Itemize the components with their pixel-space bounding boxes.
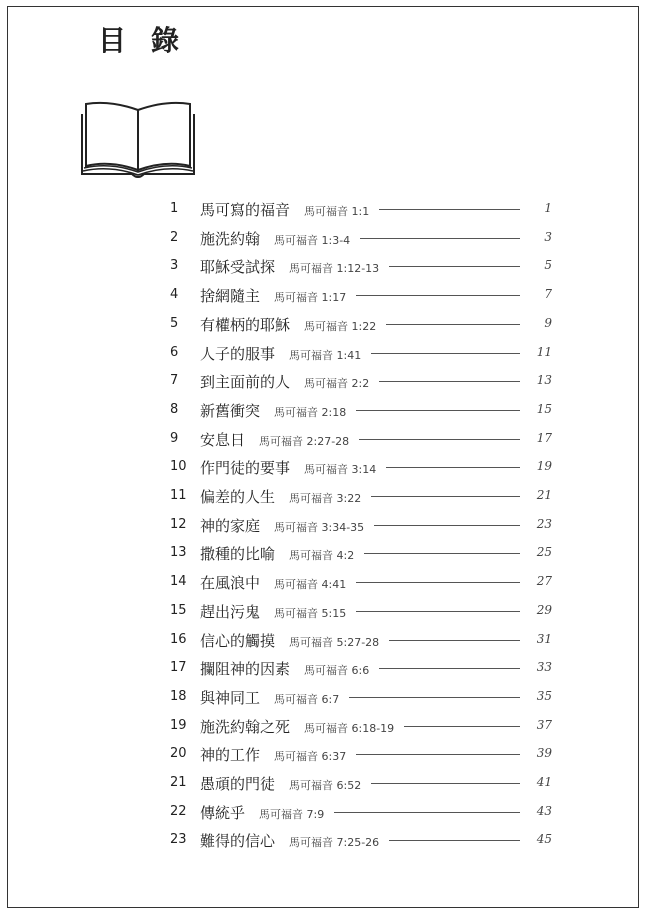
toc-entry-page: 45 [536, 832, 552, 847]
heading-char-2: 錄 [151, 24, 180, 57]
toc-entry-page: 15 [536, 401, 552, 416]
toc-entry[interactable] [0, 316, 648, 342]
toc-leader-line [356, 611, 520, 612]
toc-entry-title-group [200, 343, 361, 364]
toc-leader-line [364, 553, 520, 554]
toc-entry-reference: 馬可福音 1:12-13 [289, 262, 380, 276]
toc-entry-reference: 馬可福音 1:22 [304, 319, 377, 333]
toc-entry-title-group [200, 543, 354, 564]
toc-entry-number: 23 [170, 832, 187, 848]
toc-entry-number: 4 [170, 287, 179, 303]
toc-entry-page: 37 [536, 717, 552, 732]
toc-entry-reference: 馬可福音 6:6 [304, 664, 370, 678]
toc-leader-line [356, 754, 520, 755]
open-book-icon [80, 100, 196, 180]
toc-entry-title-group [200, 285, 346, 306]
toc-entry-title-group [200, 601, 346, 622]
toc-entry-reference: 馬可福音 6:18-19 [304, 721, 395, 735]
toc-entry-title-group [200, 687, 339, 708]
toc-entry-title: 傳統乎 [200, 803, 246, 822]
toc-entry-reference: 馬可福音 2:27-28 [259, 434, 350, 448]
toc-entry-title-group [200, 457, 376, 478]
toc-entry-page: 21 [536, 488, 552, 502]
toc-entry-reference: 馬可福音 7:25-26 [289, 836, 380, 850]
toc-leader-line [356, 582, 520, 583]
toc-entry-title: 新舊衝突 [200, 401, 261, 420]
toc-entry-number: 9 [170, 430, 179, 446]
toc-entry-number: 6 [170, 344, 179, 360]
toc-entry[interactable] [0, 287, 648, 313]
toc-entry-reference: 馬可福音 5:15 [274, 606, 347, 620]
toc-entry[interactable] [0, 832, 648, 858]
toc-entry-page: 13 [536, 373, 552, 388]
toc-entry[interactable] [0, 660, 648, 686]
toc-entry-number: 20 [170, 746, 187, 762]
toc-entry[interactable] [0, 230, 648, 256]
toc-entry[interactable] [0, 459, 648, 485]
toc-entry-title-group [200, 400, 346, 421]
toc-entry-number: 3 [170, 258, 179, 274]
toc-entry[interactable] [0, 431, 648, 457]
toc-entry-title-group [200, 773, 361, 794]
toc-leader-line [386, 324, 520, 325]
toc-entry[interactable] [0, 345, 648, 371]
toc-entry-title-group [200, 630, 379, 651]
toc-entry-page: 25 [536, 545, 552, 560]
toc-entry[interactable] [0, 746, 648, 772]
toc-entry-reference: 馬可福音 3:14 [304, 463, 377, 477]
toc-entry-title: 神的工作 [200, 746, 261, 765]
toc-entry-reference: 馬可福音 3:22 [289, 492, 362, 505]
toc-entry-title: 到主面前的人 [200, 373, 291, 392]
toc-entry[interactable] [0, 402, 648, 428]
toc-entry-reference: 馬可福音 2:2 [304, 377, 370, 391]
toc-leader-line [389, 266, 520, 267]
toc-entry-page: 31 [536, 631, 552, 646]
toc-entry-reference: 馬可福音 7:9 [259, 807, 325, 821]
toc-entry[interactable] [0, 775, 648, 801]
toc-leader-line [356, 410, 520, 411]
toc-leader-line [379, 209, 520, 210]
toc-entry-title: 作門徒的要事 [200, 459, 291, 478]
heading-char-1: 目 [98, 24, 127, 57]
toc-entry-title: 施洗約翰之死 [200, 717, 291, 736]
toc-entry-title-group [200, 199, 369, 220]
toc-entry-title-group [200, 371, 369, 392]
toc-entry-number: 12 [170, 516, 187, 532]
toc-entry-reference: 馬可福音 3:34-35 [274, 520, 365, 534]
toc-entry-title: 有權柄的耶穌 [200, 315, 291, 334]
toc-entry-title: 施洗約翰 [200, 229, 261, 248]
toc-entry-page: 1 [544, 201, 552, 215]
toc-entry-number: 17 [170, 660, 187, 676]
toc-entry-page: 7 [544, 287, 552, 302]
toc-entry-title-group [200, 802, 324, 823]
toc-entry-title-group [200, 256, 379, 277]
toc-entry-title: 撒種的比喻 [200, 545, 276, 564]
toc-entry-number: 7 [170, 373, 179, 389]
toc-entry-page: 5 [544, 258, 552, 273]
toc-entry[interactable] [0, 718, 648, 744]
toc-entry-number: 8 [170, 401, 179, 417]
toc-entry-number: 11 [170, 488, 187, 503]
toc-entry[interactable] [0, 258, 648, 284]
toc-entry-reference: 馬可福音 4:41 [274, 578, 347, 592]
toc-entry[interactable] [0, 545, 648, 571]
toc-leader-line [349, 697, 520, 698]
toc-leader-line [389, 640, 520, 641]
toc-entry-number: 18 [170, 688, 187, 704]
toc-leader-line [371, 783, 520, 784]
toc-entry[interactable] [0, 632, 648, 658]
toc-entry-page: 29 [536, 602, 552, 617]
toc-entry-title: 在風浪中 [200, 574, 261, 593]
toc-entry-page: 39 [536, 746, 552, 761]
toc-entry-page: 23 [536, 516, 552, 531]
toc-leader-line [404, 726, 520, 727]
toc-entry-title-group [200, 572, 346, 593]
toc-entry-number: 14 [170, 574, 187, 590]
toc-entry-page: 3 [544, 229, 552, 244]
toc-entry-title: 難得的信心 [200, 832, 276, 851]
toc-entry-number: 19 [170, 717, 187, 733]
toc-entry-title-group [200, 658, 369, 679]
toc-entry-title-group [200, 716, 394, 737]
toc-entry-title: 人子的服事 [200, 344, 276, 363]
toc-entry-page: 41 [536, 775, 552, 789]
toc-entry-title: 捨網隨主 [200, 287, 261, 306]
toc-entry-number: 1 [170, 201, 179, 216]
toc-entry-number: 22 [170, 803, 187, 819]
toc-entry-title: 耶穌受試探 [200, 258, 276, 277]
toc-entry-title: 馬可寫的福音 [200, 201, 291, 219]
toc-entry-page: 33 [536, 660, 552, 675]
toc-entry-reference: 馬可福音 6:52 [289, 779, 362, 792]
toc-entry-page: 27 [536, 574, 552, 589]
toc-entry-reference: 馬可福音 1:3-4 [274, 233, 351, 247]
toc-entry-title-group [200, 429, 349, 450]
toc-entry-reference: 馬可福音 1:1 [304, 205, 370, 218]
toc-entry-number: 16 [170, 631, 187, 647]
toc-entry-title-group [200, 486, 361, 507]
toc-entry-number: 13 [170, 545, 187, 561]
toc-entry[interactable] [0, 373, 648, 399]
toc-entry[interactable] [0, 201, 648, 227]
toc-entry[interactable] [0, 517, 648, 543]
toc-entry-title-group [200, 228, 350, 249]
toc-entry-number: 10 [170, 459, 187, 475]
toc-entry-title: 神的家庭 [200, 516, 261, 535]
toc-entry-title: 與神同工 [200, 688, 261, 707]
toc-entry-page: 11 [536, 344, 552, 359]
toc-entry-title: 信心的觸摸 [200, 631, 276, 650]
toc-leader-line [379, 668, 520, 669]
toc-leader-line [371, 353, 520, 354]
toc-entry-page: 19 [536, 459, 552, 474]
toc-leader-line [379, 381, 520, 382]
toc-leader-line [386, 467, 520, 468]
toc-entry-number: 2 [170, 229, 179, 245]
toc-leader-line [389, 840, 520, 841]
toc-entry-title: 攔阻神的因素 [200, 660, 291, 679]
toc-entry-reference: 馬可福音 1:17 [274, 291, 347, 305]
toc-leader-line [371, 496, 520, 497]
toc-entry-reference: 馬可福音 6:7 [274, 692, 340, 706]
toc-entry-page: 43 [536, 803, 552, 818]
toc-leader-line [334, 812, 520, 813]
toc-entry[interactable] [0, 804, 648, 830]
toc-entry-reference: 馬可福音 4:2 [289, 549, 355, 563]
toc-entry-title-group [200, 314, 376, 335]
toc-entry-title: 趕出污鬼 [200, 602, 261, 621]
toc-entry-number: 21 [170, 775, 187, 790]
toc-entry[interactable] [0, 603, 648, 629]
toc-entry-page: 17 [536, 430, 552, 445]
toc-entry-number: 5 [170, 315, 179, 331]
toc-entry-page: 9 [544, 315, 552, 330]
toc-entry[interactable] [0, 574, 648, 600]
toc-entry-page: 35 [536, 688, 552, 703]
toc-entry-reference: 馬可福音 1:41 [289, 348, 362, 362]
toc-entry-title-group [200, 744, 346, 765]
toc-entry-title: 愚頑的門徒 [200, 775, 276, 793]
toc-entry-title: 偏差的人生 [200, 488, 276, 506]
toc-entry-reference: 馬可福音 2:18 [274, 405, 347, 419]
toc-entry-reference: 馬可福音 5:27-28 [289, 635, 380, 649]
toc-leader-line [360, 238, 520, 239]
toc-entry-title: 安息日 [200, 430, 246, 449]
toc-leader-line [359, 439, 520, 440]
toc-entry[interactable] [0, 488, 648, 514]
toc-entry-title-group [200, 515, 364, 536]
toc-entry-number: 15 [170, 602, 187, 618]
toc-entry-title-group [200, 830, 379, 851]
toc-entry[interactable] [0, 689, 648, 715]
toc-leader-line [356, 295, 520, 296]
toc-leader-line [374, 525, 520, 526]
toc-entry-reference: 馬可福音 6:37 [274, 750, 347, 764]
